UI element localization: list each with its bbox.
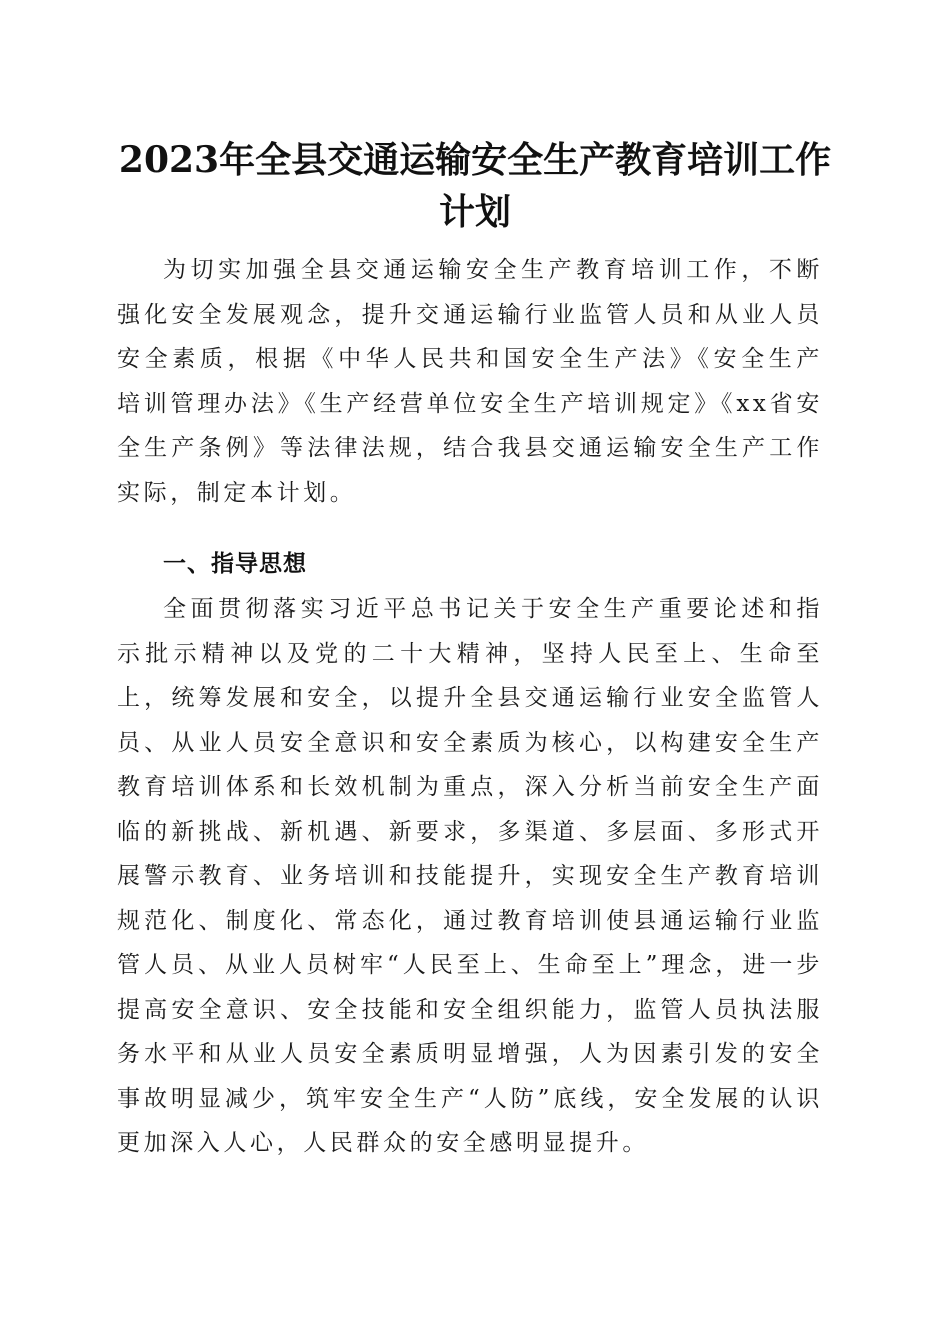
section-heading-guiding-thought: 一、指导思想 [163,551,307,577]
guiding-thought-paragraph: 全面贯彻落实习近平总书记关于安全生产重要论述和指示批示精神以及党的二十大精神，坚持人民至上、生命至上，统筹发展和安全，以提升全县交通运输行业安全监管人员、从业人员安全意识和安全素质为核心，以构建安全生产教育培训体系和长效机制为重点，深入分析当前安全生产面临的新挑战、新机遇、新要求，多渠道、多层面、多形式开展警示教育、业务培训和技能提升，实现安全生产教育培训规范化、制度化、常态化，通过教育培训使县通运输行业监管人员、从业人员树牢“人民至上、生命至上”理念，进一步提高安全意识、安全技能和安全组织能力，监管人员执法服务水平和从业人员安全素质明显增强，人为因素引发的安全事故明显减少，筑牢安全生产“人防”底线，安全发展的认识更加深入人心，人民群众的安全感明显提升。 [117,596,823,1156]
intro-paragraph: 为切实加强全县交通运输安全生产教育培训工作，不断强化安全发展观念，提升交通运输行业监管人员和从业人员安全素质，根据《中华人民共和国安全生产法》《安全生产培训管理办法》《生产经营单位安全生产培训规定》《xx省安全生产条例》等法律法规，结合我县交通运输安全生产工作实际，制定本计划。 [117,257,823,506]
document-title: 2023年全县交通运输安全生产教育培训工作计划 [118,139,832,233]
